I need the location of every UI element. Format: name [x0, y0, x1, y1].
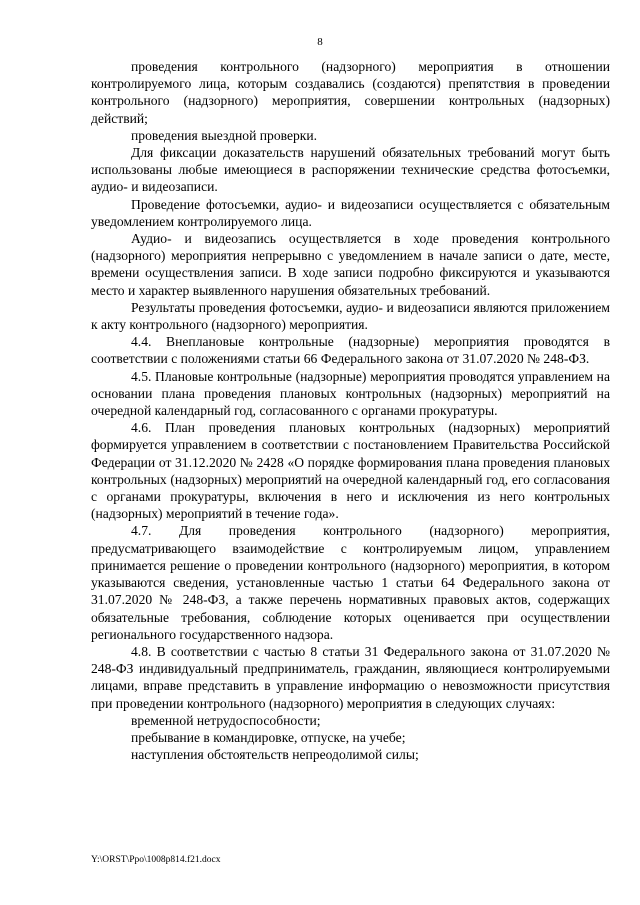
paragraph: наступления обстоятельств непреодолимой силы; — [131, 747, 419, 763]
paragraph: 4.6. План проведения плановых контрольных (надзорных) мероприятий формируется управлением в соответствии с постановлением Правительства Российской Федерации от 31.12.2020 № 2428 «О порядке формирования плана проведения плановых контрольных (надзорных) мероприятий на очередной календарный год, его согласования с органами прокуратуры, включения в него и исключения из него контрольных (надзорных) мероприятий в течение года». — [91, 420, 610, 522]
page-number: 8 — [317, 36, 323, 48]
paragraph: 4.4. Внеплановые контрольные (надзорные) мероприятия проводятся в соответствии с положениями статьи 66 Федерального закона от 31.07.2020 № 248-ФЗ. — [91, 334, 610, 367]
paragraph: временной нетрудоспособности; — [131, 712, 321, 728]
paragraph: 4.5. Плановые контрольные (надзорные) мероприятия проводятся управлением на основании плана проведения плановых контрольных (надзорных) мероприятий на очередной календарный год, согласованного с органами прокуратуры. — [91, 368, 610, 419]
document-body — [91, 58, 610, 763]
paragraph: проведения выездной проверки. — [131, 127, 318, 143]
paragraph: Аудио- и видеозапись осуществляется в ходе проведения контрольного (надзорного) мероприятия непрерывно с уведомлением в начале записи о дате, месте, времени осуществления записи. В ходе записи подробно фиксируются и указываются место и характер выявленного нарушения обязательных требований. — [91, 231, 610, 298]
paragraph: 4.7. Для проведения контрольного (надзорного) мероприятия, предусматривающего взаимодействие с контролируемым лицом, управлением принимается решение о проведении контрольного (надзорного) мероприятия, в котором указываются сведения, установленные частью 1 статьи 64 Федерального закона от 31.07.2020 № 248-ФЗ, а также перечень нормативных правовых актов, содержащих обязательные требования, соблюдение которых оценивается при осуществлении регионального государственного надзора. — [91, 523, 610, 642]
paragraph: проведения контрольного (надзорного) мероприятия в отношении контролируемого лица, которым создавались (создаются) препятствия в проведении контрольного (надзорного) мероприятия, совершении контрольных (надзорных) действий; — [91, 59, 610, 126]
paragraph: Проведение фотосъемки, аудио- и видеозаписи осуществляется с обязательным уведомлением контролируемого лица. — [91, 196, 610, 229]
paragraph: пребывание в командировке, отпуске, на учебе; — [131, 729, 406, 745]
footer-file-path: Y:\ORST\Ppo\1008p814.f21.docx — [91, 855, 221, 865]
paragraph: 4.8. В соответствии с частью 8 статьи 31 Федерального закона от 31.07.2020 № 248-ФЗ индивидуальный предприниматель, гражданин, являющиеся контролируемыми лицами, вправе представить в управление информацию о невозможности присутствия при проведении контрольного (надзорного) мероприятия в следующих случаях: — [91, 643, 610, 711]
paragraph: Для фиксации доказательств нарушений обязательных требований могут быть использованы любые имеющиеся в распоряжении технические средства фотосъемки, аудио- и видеозаписи. — [91, 145, 610, 195]
paragraph: Результаты проведения фотосъемки, аудио- и видеозаписи являются приложением к акту контрольного (надзорного) мероприятия. — [91, 299, 610, 333]
